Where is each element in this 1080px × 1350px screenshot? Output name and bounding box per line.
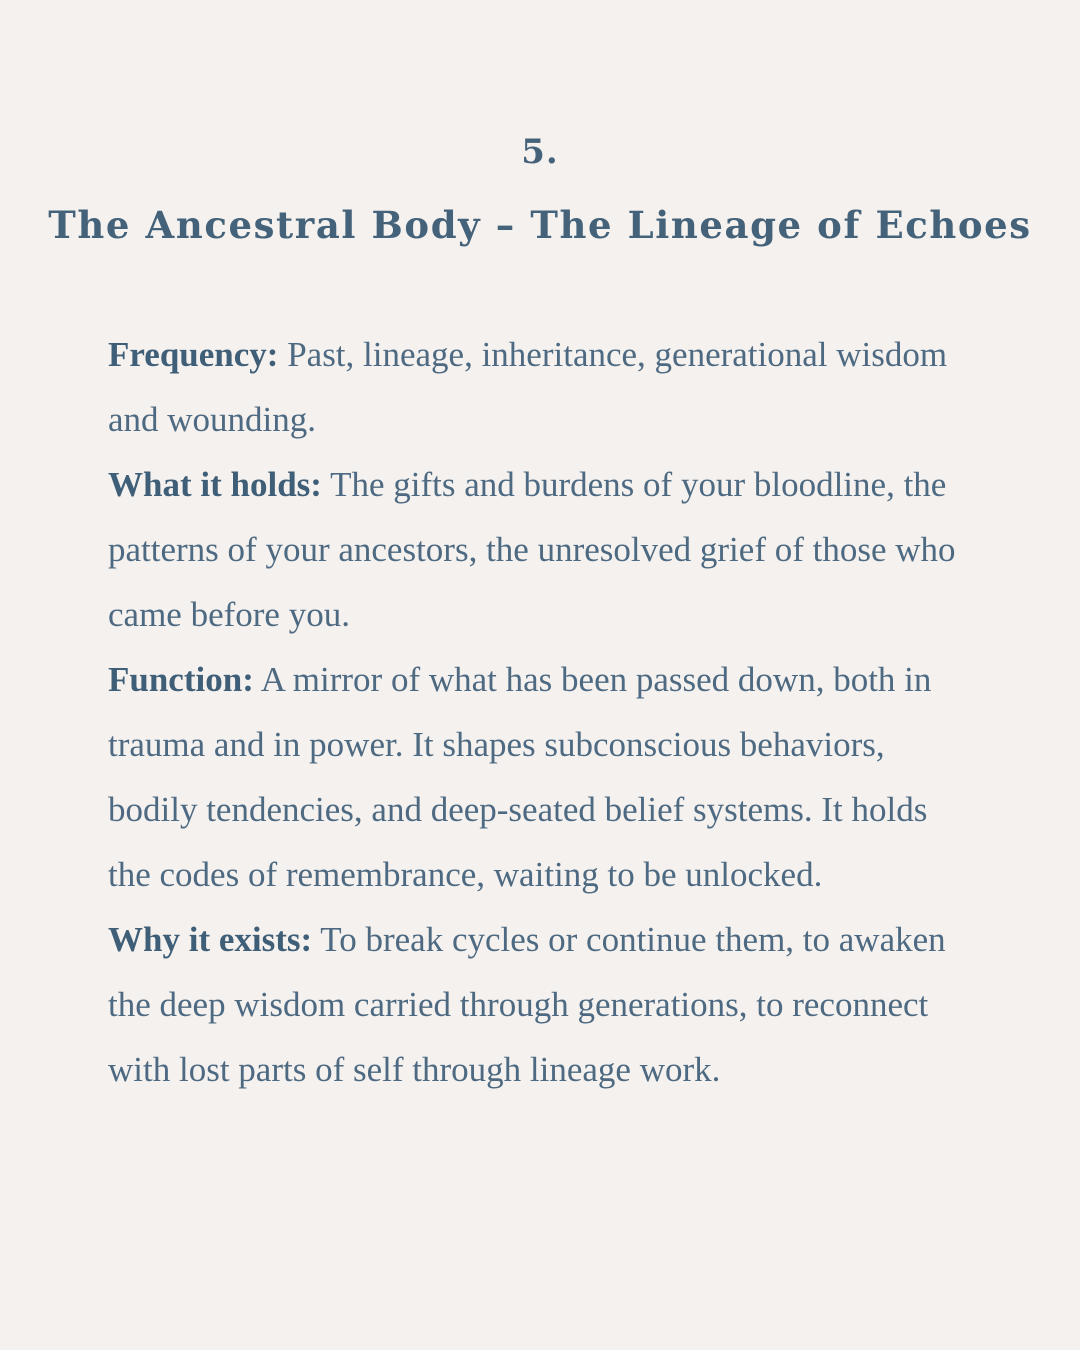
entry-text: A mirror of what has been passed down, both in trauma and in power. It shapes subconscious behaviors, bodily tendencies, and deep-seated belief systems. It holds the codes of remembrance, waiting to be unlocked. [108,660,932,894]
entry-why-it-exists [108,907,978,1102]
entry-label: What it holds: [108,465,322,504]
entry-label: Frequency: [108,335,279,374]
entry-label: Why it exists: [108,920,313,959]
entry-function [108,647,978,907]
section-number: 5. [521,132,559,172]
entry-frequency [108,322,978,452]
description-body [108,322,978,1102]
entry-text: Past, lineage, inheritance, generational wisdom and wounding. [108,335,948,439]
entry-what-it-holds [108,452,978,647]
entry-text: The gifts and burdens of your bloodline, the patterns of your ancestors, the unresolved grief of those who came before you. [108,465,956,634]
entry-text: To break cycles or continue them, to awaken the deep wisdom carried through generations, to reconnect with lost parts of self through lineage work. [108,920,946,1089]
entry-label: Function: [108,660,254,699]
section-title: The Ancestral Body – The Lineage of Echoes [48,203,1032,247]
